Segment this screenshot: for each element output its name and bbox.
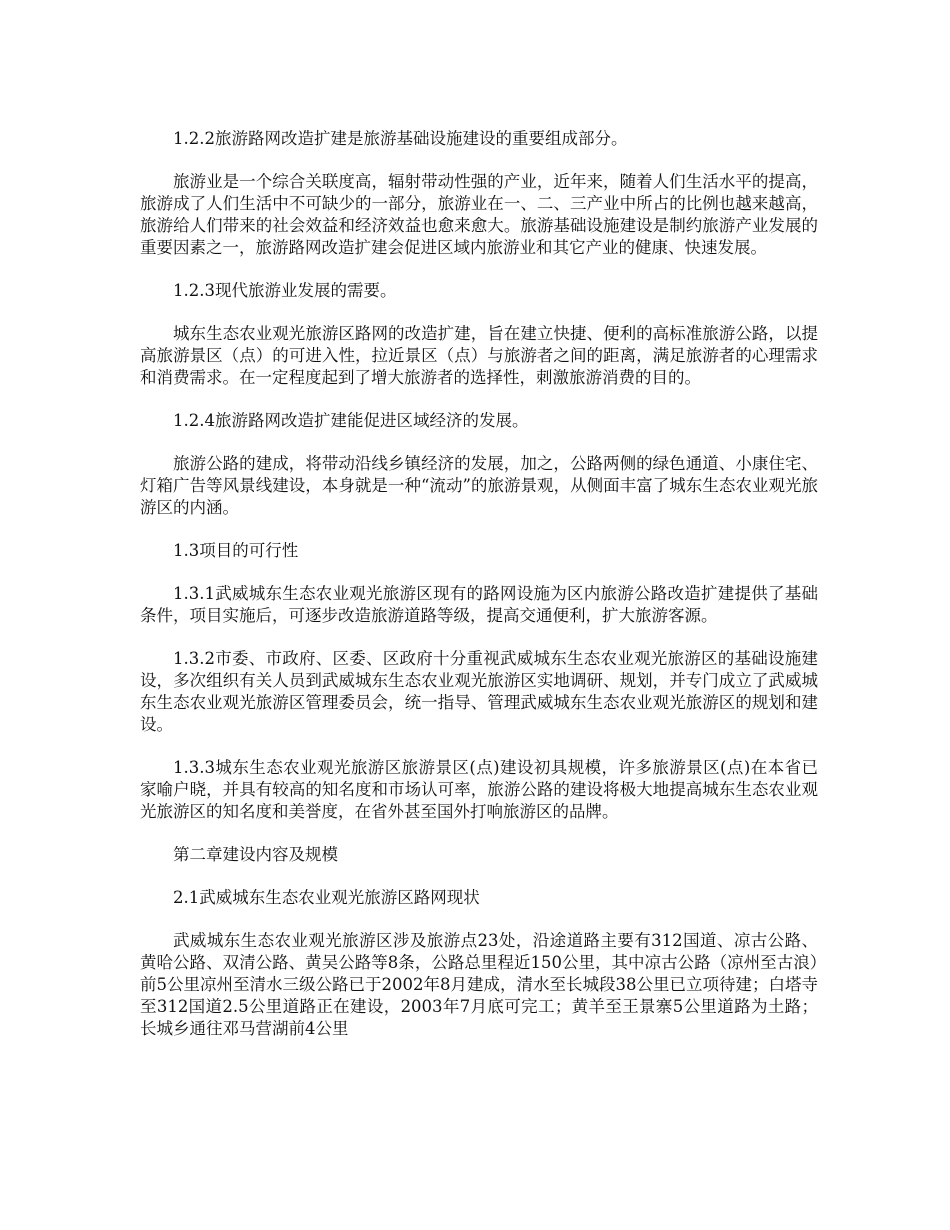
document-body bbox=[140, 128, 818, 1061]
section-heading-1-2-4: 1.2.4旅游路网改造扩建能促进区域经济的发展。 bbox=[173, 411, 529, 430]
paragraph-road-network-status: 武威城东生态农业观光旅游区涉及旅游点23处，沿途道路主要有312国道、凉古公路、黄哈公路、双清公路、黄吴公路等8条，公路总里程近150公里，其中凉古公路（凉州至古浪）前5公里凉州至清水三级公路已于2002年8月建成，清水至长城段38公里已立项待建；白塔寺至312国道2.5公里道路正在建设，2003年7月底可完工；黄羊至王景寨5公里道路为土路；长城乡通往邓马营湖前4公里 bbox=[140, 931, 818, 1038]
paragraph-1-3-1: 1.3.1武威城东生态农业观光旅游区现有的路网设施为区内旅游公路改造扩建提供了基础条件，项目实施后，可逐步改造旅游道路等级，提高交通便利，扩大旅游客源。 bbox=[140, 584, 818, 625]
paragraph-road-network-expansion: 城东生态农业观光旅游区路网的改造扩建，旨在建立快捷、便利的高标准旅游公路，以提高旅游景区（点）的可进入性，拉近景区（点）与旅游者之间的距离，满足旅游者的心理需求和消费需求。在一定程度起到了增大旅游者的选择性，刺激旅游消费的目的。 bbox=[140, 324, 818, 387]
section-heading-1-3: 1.3项目的可行性 bbox=[173, 541, 299, 560]
paragraph-tourism-industry: 旅游业是一个综合关联度高，辐射带动性强的产业，近年来，随着人们生活水平的提高，旅游成了人们生活中不可缺少的一部分，旅游业在一、二、三产业中所占的比例也越来越高，旅游给人们带来的社会效益和经济效益也愈来愈大。旅游基础设施建设是制约旅游产业发展的重要因素之一，旅游路网改造扩建会促进区域内旅游业和其它产业的健康、快速发展。 bbox=[140, 172, 818, 257]
section-heading-1-2-2: 1.2.2旅游路网改造扩建是旅游基础设施建设的重要组成部分。 bbox=[173, 129, 628, 148]
paragraph-1-3-2: 1.3.2市委、市政府、区委、区政府十分重视武威城东生态农业观光旅游区的基础设施建设，多次组织有关人员到武威城东生态农业观光旅游区实地调研、规划，并专门成立了武威城东生态农业观光旅游区管理委员会，统一指导、管理武威城东生态农业观光旅游区的规划和建设。 bbox=[140, 649, 818, 734]
chapter-heading-2: 第二章建设内容及规模 bbox=[173, 845, 338, 864]
paragraph-tourism-highway: 旅游公路的建成，将带动沿线乡镇经济的发展，加之，公路两侧的绿色通道、小康住宅、灯箱广告等风景线建设，本身就是一种“流动”的旅游景观，从侧面丰富了城东生态农业观光旅游区的内涵。 bbox=[140, 454, 818, 517]
section-heading-1-2-3: 1.2.3现代旅游业发展的需要。 bbox=[173, 281, 397, 300]
paragraph-1-3-3: 1.3.3城东生态农业观光旅游区旅游景区(点)建设初具规模，许多旅游景区(点)在本省已家喻户晓，并具有较高的知名度和市场认可率，旅游公路的建设将极大地提高城东生态农业观光旅游区的知名度和美誉度，在省外甚至国外打响旅游区的品牌。 bbox=[140, 758, 818, 821]
section-heading-2-1: 2.1武威城东生态农业观光旅游区路网现状 bbox=[173, 888, 480, 907]
